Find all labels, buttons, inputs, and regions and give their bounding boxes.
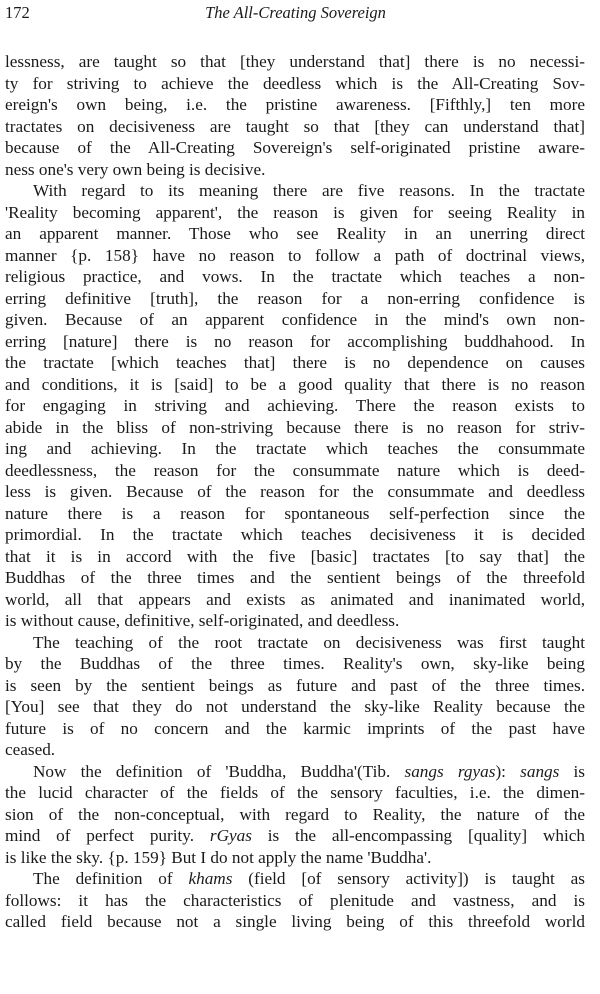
text-line-mixed (5, 761, 585, 783)
text-line: lessness, are taught so that [they understand that] there is no necessi- (5, 52, 585, 71)
text-run: is (559, 761, 585, 781)
text-line: tractates on decisiveness are taught so that [they can understand that] (5, 116, 585, 136)
text-line: ty for striving to achieve the deedless which is the All-Creating Sov- (5, 73, 585, 93)
tibetan-term: sangs rgyas (404, 761, 496, 781)
text-line: 'Reality becoming apparent', the reason is given for seeing Reality in (5, 202, 585, 222)
text-line: is without cause, definitive, self-originated, and deedless. (5, 611, 400, 630)
text-line: [You] see that they do not understand the sky-like Reality because the (5, 697, 585, 716)
text-line: that it is in accord with the five [basic] tractates [to say that] the (5, 546, 585, 566)
text-line: called field because not a single living being of this threefold world (5, 912, 585, 931)
text-line: less is given. Because of the reason for the consummate and deedless (5, 482, 585, 501)
running-title: The All-Creating Sovereign (205, 3, 386, 22)
text-line-mixed (5, 825, 585, 847)
tibetan-term: rGyas (209, 826, 252, 845)
text-line: the lucid character of the fields of the sensory faculties, i.e. the dimen- (5, 783, 585, 802)
text-line: religious practice, and vows. In the tractate which teaches a non- (5, 267, 585, 286)
text-line: an apparent manner. Those who see Reality in an unerring direct (5, 224, 585, 243)
text-line: erring definitive [truth], the reason for a non-erring confidence is (5, 288, 585, 308)
text-run: is the all-encompassing [quality] which (251, 826, 585, 845)
text-line: world, all that appears and exists as animated and inanimated world, (5, 589, 585, 609)
text-line: The teaching of the root tractate on decisiveness was first taught (33, 632, 585, 652)
text-line: Buddhas of the three times and the sentient beings of the threefold (5, 568, 585, 587)
tibetan-term: khams (188, 869, 233, 888)
text-run: Now the definition of 'Buddha, Buddha'(Tib. (33, 761, 405, 781)
body-text (5, 51, 585, 933)
text-line: and conditions, it is [said] to be a good quality that there is no reason (5, 374, 585, 394)
text-line: abide in the bliss of non-striving because there is no reason for striv- (5, 417, 585, 437)
text-line: by the Buddhas of the three times. Reality's own, sky-like being (5, 654, 585, 673)
text-line: is like the sky. {p. 159} But I do not apply the name 'Buddha'. (5, 847, 432, 867)
text-line: ness one's very own being is decisive. (5, 159, 266, 179)
text-run: mind of perfect purity. (5, 826, 210, 845)
text-line: erring [nature] there is no reason for accomplishing buddhahood. In (5, 331, 585, 351)
text-run: (field [of sensory activity]) is taught as (232, 869, 585, 888)
text-line: because of the All-Creating Sovereign's self-originated pristine aware- (5, 138, 585, 157)
text-run: ): (495, 761, 521, 781)
text-line: ceased. (5, 740, 56, 759)
tibetan-term: sangs (520, 761, 560, 781)
text-line: deedlessness, the reason for the consummate nature which is deed- (5, 460, 585, 480)
text-line: follows: it has the characteristics of plenitude and vastness, and is (5, 890, 585, 910)
text-line: ereign's own being, i.e. the pristine awareness. [Fifthly,] ten more (5, 95, 585, 114)
text-line: the tractate [which teaches that] there is no dependence on causes (5, 353, 585, 372)
text-line-mixed (5, 868, 585, 890)
text-line: manner {p. 158} have no reason to follow a path of doctrinal views, (5, 245, 585, 265)
text-line: ing and achieving. In the tractate which teaches the consummate (5, 439, 585, 458)
text-line: for engaging in striving and achieving. There the reason exists to (5, 396, 585, 415)
text-line: With regard to its meaning there are five reasons. In the tractate (33, 181, 585, 200)
text-line: nature there is a reason for spontaneous self-perfection since the (5, 503, 585, 523)
text-run: The definition of (33, 869, 189, 888)
text-line: primordial. In the tractate which teaches decisiveness it is decided (5, 525, 585, 544)
page-number: 172 (5, 3, 30, 22)
running-head (5, 2, 586, 26)
text-line: sion of the non-conceptual, with regard to Reality, the nature of the (5, 804, 585, 824)
text-line: given. Because of an apparent confidence in the mind's own non- (5, 310, 585, 329)
text-line: is seen by the sentient beings as future and past of the three times. (5, 675, 585, 695)
text-line: future is of no concern and the karmic imprints of the past have (5, 718, 585, 738)
